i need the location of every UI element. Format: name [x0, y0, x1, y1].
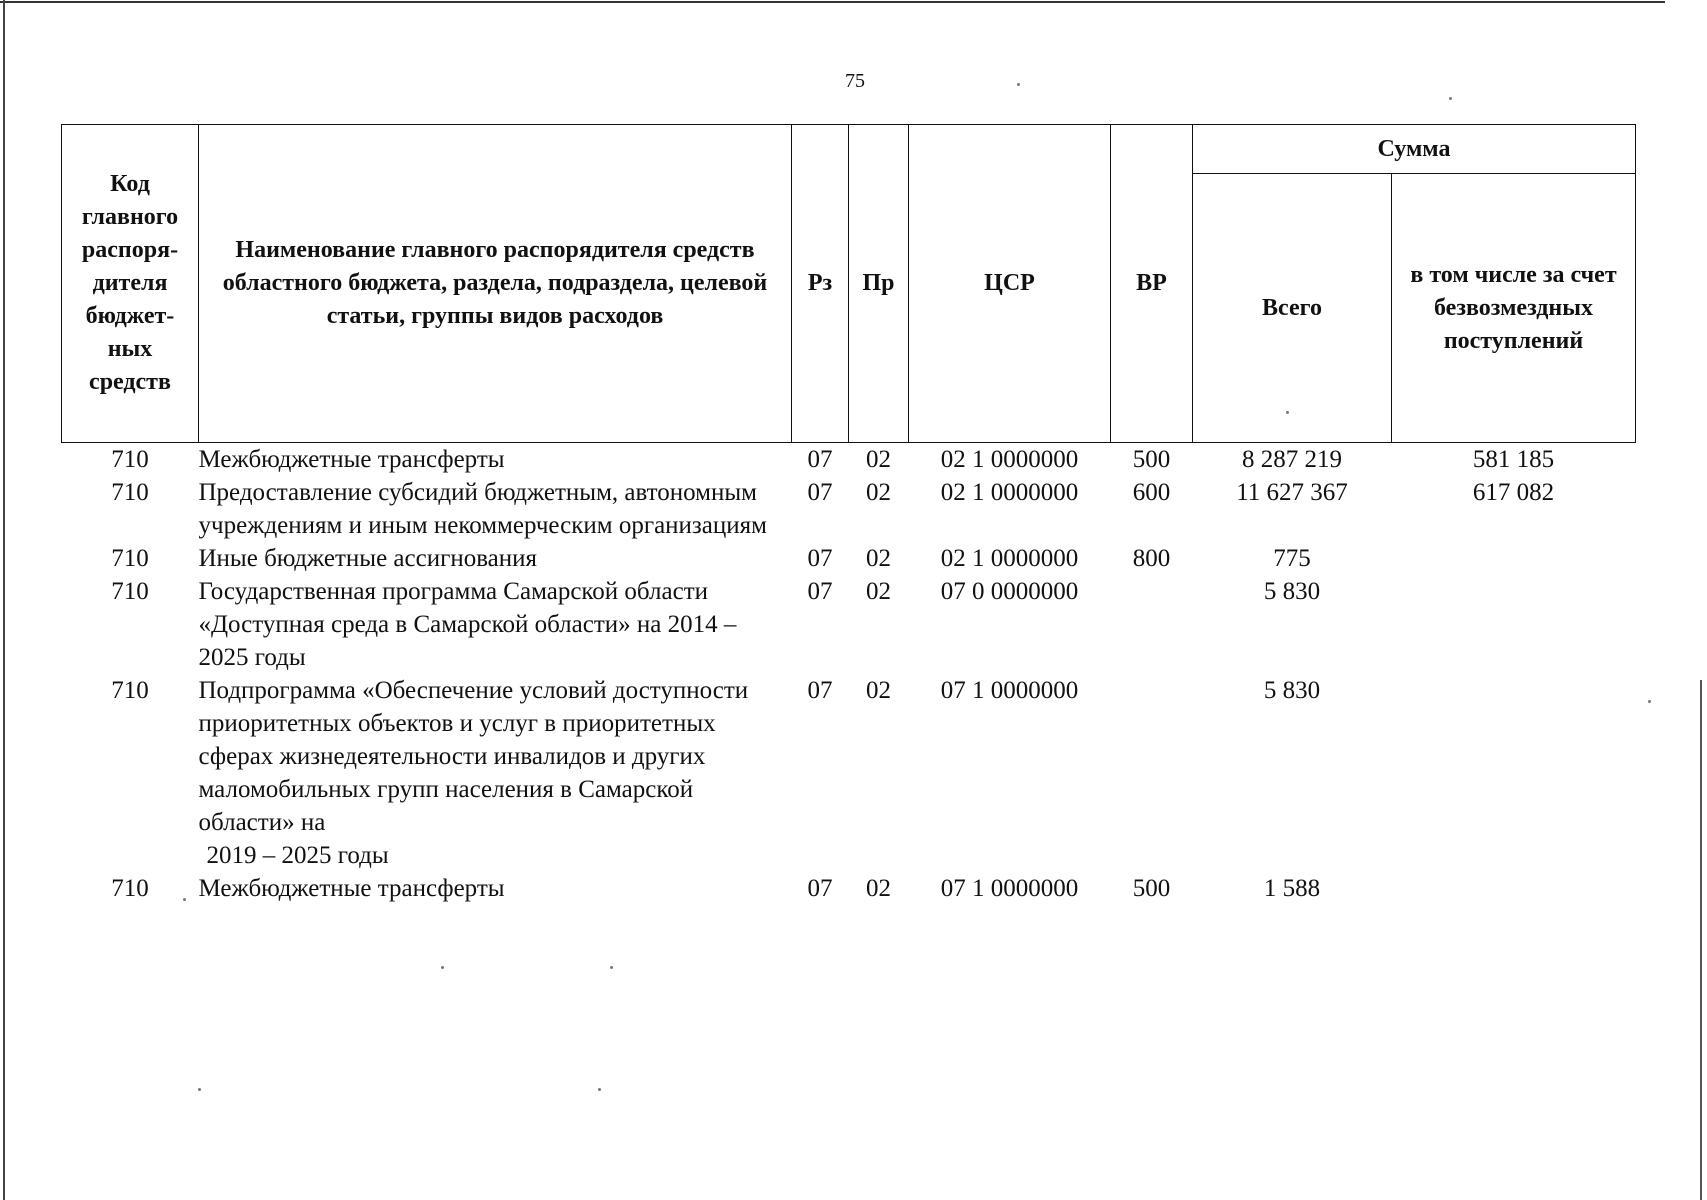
row-name-cell [199, 674, 792, 872]
table-row [62, 872, 1636, 905]
scan-speck [1648, 700, 1651, 703]
row-free: 581 185 [1472, 446, 1555, 473]
scan-speck [183, 898, 186, 901]
row-csr: 07 0 0000000 [940, 578, 1079, 605]
scan-speck [441, 966, 444, 969]
row-pr: 02 [866, 446, 891, 473]
header-code: Код главного распоря-дителя бюджет-ных средств [62, 125, 199, 443]
row-code: 710 [111, 875, 149, 902]
page-number: 75 [845, 70, 865, 92]
row-pr: 02 [866, 479, 891, 506]
row-name: Межбюджетные трансферты [198, 875, 505, 902]
row-rz: 07 [807, 545, 833, 572]
row-rz: 07 [807, 479, 833, 506]
row-name: Предоставление субсидий бюджетным, автономным учреждениям и иным некоммерческим организациям [198, 479, 767, 539]
row-code: 710 [111, 545, 149, 572]
row-vr: 600 [1132, 479, 1171, 506]
row-free [1392, 674, 1636, 872]
scan-speck [598, 1088, 601, 1091]
row-free: 617 082 [1472, 479, 1555, 506]
row-pr: 02 [866, 578, 891, 605]
table-body [62, 443, 1636, 906]
row-code: 710 [111, 446, 149, 473]
row-rz: 07 [807, 578, 833, 605]
row-name: Межбюджетные трансферты [198, 446, 505, 473]
row-free [1392, 542, 1636, 575]
row-rz: 07 [807, 446, 833, 473]
row-vr [1111, 575, 1193, 674]
row-pr: 02 [866, 875, 891, 902]
row-pr: 02 [866, 545, 891, 572]
row-code: 710 [111, 677, 149, 704]
header-sum: Сумма [1193, 125, 1636, 174]
table-row [62, 443, 1636, 477]
header-name: Наименование главного распорядителя средств областного бюджета, раздела, подраздела, целевой статьи, группы видов расходов [199, 125, 792, 443]
row-free [1392, 872, 1636, 905]
row-csr: 07 1 0000000 [940, 677, 1079, 704]
top-border-line [0, 1, 1665, 3]
row-vr [1111, 674, 1193, 872]
table-row [62, 542, 1636, 575]
row-code: 710 [111, 578, 149, 605]
scan-speck [610, 966, 613, 969]
row-total: 1 588 [1263, 875, 1321, 902]
table-row [62, 476, 1636, 542]
scan-speck [1286, 411, 1289, 414]
row-name: Государственная программа Самарской области «Доступная среда в Самарской области» на 2014 – 2025 годы [198, 578, 737, 671]
scan-speck [1449, 97, 1452, 100]
header-vr: ВР [1111, 125, 1193, 443]
header-total: Всего [1193, 174, 1392, 443]
table-row [62, 674, 1636, 872]
row-free [1392, 575, 1636, 674]
row-csr: 02 1 0000000 [940, 545, 1079, 572]
row-total: 11 627 367 [1236, 479, 1348, 506]
row-total: 5 830 [1263, 677, 1321, 704]
left-border-line [3, 0, 5, 1200]
right-border-line [1700, 680, 1702, 1200]
row-csr: 02 1 0000000 [940, 479, 1079, 506]
row-vr: 500 [1132, 875, 1171, 902]
row-rz: 07 [807, 677, 833, 704]
row-csr: 02 1 0000000 [940, 446, 1079, 473]
header-pr: Пр [849, 125, 909, 443]
header-rz: Рз [792, 125, 849, 443]
row-total: 5 830 [1263, 578, 1321, 605]
row-csr: 07 1 0000000 [940, 875, 1079, 902]
row-name-tail: 2019 – 2025 годы [206, 842, 389, 869]
row-total: 8 287 219 [1242, 446, 1342, 473]
row-total: 775 [1273, 545, 1311, 572]
scan-speck [198, 1088, 201, 1091]
row-pr: 02 [866, 677, 891, 704]
header-csr: ЦСР [909, 125, 1111, 443]
row-code: 710 [111, 479, 149, 506]
scan-speck [1017, 83, 1020, 86]
row-rz: 07 [807, 875, 833, 902]
row-vr: 500 [1132, 446, 1171, 473]
row-name: Подпрограмма «Обеспечение условий доступности приоритетных объектов и услуг в приоритетных сферах жизнедеятельности инвалидов и других маломобильных групп населения в Самарской области» на [198, 677, 749, 836]
table-header [62, 125, 1636, 443]
row-vr: 800 [1132, 545, 1171, 572]
table-row [62, 575, 1636, 674]
header-free: в том числе за счет безвозмездных поступлений [1392, 174, 1636, 443]
row-name: Иные бюджетные ассигнования [198, 545, 538, 572]
budget-table [61, 124, 1636, 905]
